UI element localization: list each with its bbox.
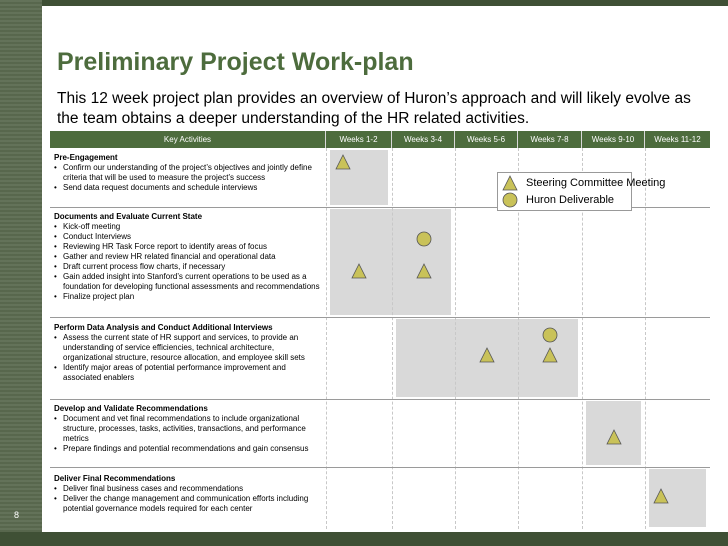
activity-bullet: • Assess the current state of HR support and services, to provide an understanding of service efficiencies, technical architecture, organizational structure, resource allocation, and employee skill sets — [54, 333, 320, 363]
activity-bullet: • Gain added insight into Stanford’s current operations to be used as a foundation for developing functional assessments and recommendations — [54, 272, 320, 292]
activity-bullet: • Confirm our understanding of the project’s objectives and jointly define criteria that will be used to measure the project’s success — [54, 163, 320, 183]
activity-bullet: • Deliver the change management and communication efforts including potential governance models required for each center — [54, 494, 320, 514]
page-number: 8 — [14, 510, 20, 520]
activity-heading: Develop and Validate Recommendations — [54, 404, 208, 413]
activity-heading: Documents and Evaluate Current State — [54, 212, 203, 221]
activity-bullet: • Send data request documents and schedule interviews — [54, 183, 320, 193]
activity-bullet: • Prepare findings and potential recommendations and gain consensus — [54, 444, 320, 454]
page-title: Preliminary Project Work-plan — [57, 48, 414, 76]
activity-data-analysis — [54, 323, 320, 383]
activity-bullet: • Identify major areas of potential performance improvement and associated enablers — [54, 363, 320, 383]
deliverable-circle-icon — [542, 327, 558, 343]
workplan-table — [50, 131, 710, 529]
activity-bullet: • Document and vet final recommendations to include organizational structure, processes, tasks, activities, transactions, and performance metrics — [54, 414, 320, 444]
header-key-activities: Key Activities — [50, 131, 326, 148]
triangle-icon — [502, 175, 518, 191]
activity-bullet: • Conduct Interviews — [54, 232, 320, 242]
header-weeks-5-6: Weeks 5-6 — [455, 131, 518, 148]
column-divider — [392, 148, 393, 529]
activity-deliver-recommendations — [54, 474, 320, 514]
steering-triangle-icon — [335, 154, 351, 170]
steering-triangle-icon — [653, 488, 669, 504]
legend — [497, 172, 666, 211]
legend-item-deliverable — [502, 192, 614, 208]
column-divider — [455, 148, 456, 529]
bottom-band — [0, 532, 728, 546]
activity-document-current-state — [54, 212, 320, 302]
activity-bullet: • Draft current process flow charts, if necessary — [54, 262, 320, 272]
activity-bullet: • Finalize project plan — [54, 292, 320, 302]
header-weeks-9-10: Weeks 9-10 — [582, 131, 645, 148]
left-accent-bar — [0, 0, 42, 546]
activity-heading: Pre-Engagement — [54, 153, 118, 162]
header-weeks-1-2: Weeks 1-2 — [326, 131, 392, 148]
row-divider — [50, 467, 710, 468]
row-divider — [50, 317, 710, 318]
activity-bullet: • Gather and review HR related financial and operational data — [54, 252, 320, 262]
header-weeks-3-4: Weeks 3-4 — [392, 131, 455, 148]
column-divider — [645, 148, 646, 529]
activity-bullet: • Deliver final business cases and recommendations — [54, 484, 320, 494]
activity-heading: Perform Data Analysis and Conduct Additional Interviews — [54, 323, 273, 332]
deliverable-circle-icon — [416, 231, 432, 247]
steering-triangle-icon — [351, 263, 367, 279]
legend-label: Huron Deliverable — [526, 194, 615, 206]
header-weeks-11-12: Weeks 11-12 — [645, 131, 710, 148]
steering-triangle-icon — [416, 263, 432, 279]
row-divider — [50, 399, 710, 400]
top-band — [0, 0, 728, 6]
steering-triangle-icon — [542, 347, 558, 363]
column-divider — [326, 148, 327, 529]
activity-pre-engagement — [54, 153, 320, 193]
activity-heading: Deliver Final Recommendations — [54, 474, 176, 483]
header-weeks-7-8: Weeks 7-8 — [518, 131, 582, 148]
page-subtitle: This 12 week project plan provides an overview of Huron’s approach and will likely evolve as the team obtains a deeper understanding of the HR related activities. — [57, 90, 691, 127]
activity-develop-recommendations — [54, 404, 320, 454]
steering-triangle-icon — [606, 429, 622, 445]
schedule-bar — [330, 209, 451, 315]
circle-icon — [502, 192, 518, 208]
activity-bullet: • Kick-off meeting — [54, 222, 320, 232]
activity-bullet: • Reviewing HR Task Force report to identify areas of focus — [54, 242, 320, 252]
legend-label: Steering Committee Meeting — [526, 177, 666, 189]
steering-triangle-icon — [479, 347, 495, 363]
legend-item-steering — [502, 175, 665, 191]
